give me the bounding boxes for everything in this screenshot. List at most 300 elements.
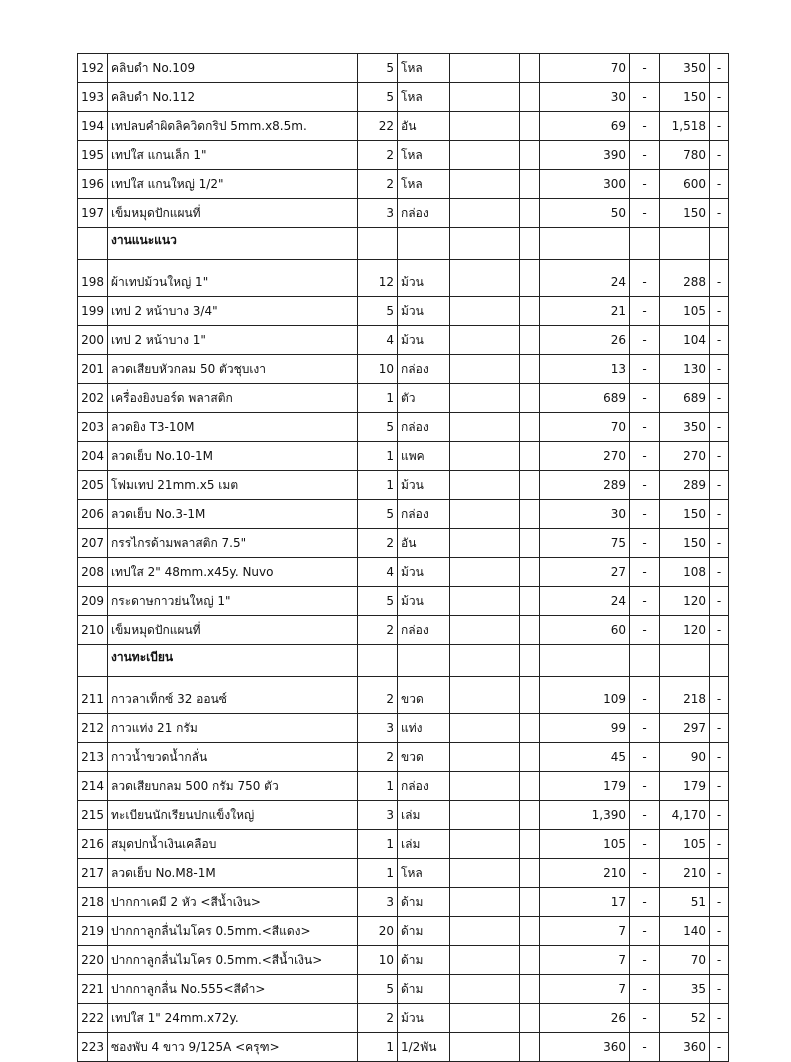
unit-price-baht: 7 (540, 975, 630, 1004)
blank-column-b (520, 355, 540, 384)
total-amount-baht: 108 (660, 558, 710, 587)
blank-column-b (520, 326, 540, 355)
blank-column-a (450, 801, 520, 830)
blank-column-b (520, 917, 540, 946)
item-description: กระดาษกาวย่นใหญ่ 1" (108, 587, 358, 616)
blank-column-b (520, 1004, 540, 1033)
blank-column-b (520, 500, 540, 529)
total-amount-baht: 52 (660, 1004, 710, 1033)
item-description: ลวดยิง T3-10M (108, 413, 358, 442)
empty-cell (520, 645, 540, 677)
item-number: 207 (78, 529, 108, 558)
table-row (78, 1033, 729, 1062)
blank-column-b (520, 587, 540, 616)
item-unit: ม้วน (398, 471, 450, 500)
unit-price-satang: - (630, 587, 660, 616)
item-description: เข็มหมุดปักแผนที่ (108, 199, 358, 228)
total-amount-satang: - (710, 384, 729, 413)
item-description: ลวดเย็บ No.10-1M (108, 442, 358, 471)
item-unit: ด้าม (398, 975, 450, 1004)
item-quantity: 2 (358, 677, 398, 714)
total-amount-baht: 35 (660, 975, 710, 1004)
item-description: ลวดเสียบหัวกลม 50 ตัวชุบเงา (108, 355, 358, 384)
unit-price-baht: 7 (540, 946, 630, 975)
total-amount-satang: - (710, 170, 729, 199)
unit-price-satang: - (630, 199, 660, 228)
item-quantity: 5 (358, 54, 398, 83)
table-row (78, 801, 729, 830)
item-description: เทปใส 1" 24mm.x72y. (108, 1004, 358, 1033)
total-amount-baht: 179 (660, 772, 710, 801)
blank-column-a (450, 141, 520, 170)
total-amount-baht: 90 (660, 743, 710, 772)
blank-column-b (520, 888, 540, 917)
unit-price-satang: - (630, 772, 660, 801)
unit-price-satang: - (630, 677, 660, 714)
item-number: 203 (78, 413, 108, 442)
unit-price-baht: 360 (540, 1033, 630, 1062)
unit-price-baht: 270 (540, 442, 630, 471)
item-description: เทป 2 หน้าบาง 1" (108, 326, 358, 355)
table-row (78, 355, 729, 384)
blank-column-b (520, 946, 540, 975)
empty-cell (710, 645, 729, 677)
total-amount-baht: 51 (660, 888, 710, 917)
blank-column-b (520, 859, 540, 888)
item-number: 204 (78, 442, 108, 471)
item-quantity: 22 (358, 112, 398, 141)
blank-column-b (520, 714, 540, 743)
table-row (78, 946, 729, 975)
total-amount-baht: 218 (660, 677, 710, 714)
item-quantity: 10 (358, 355, 398, 384)
unit-price-satang: - (630, 413, 660, 442)
empty-cell (710, 228, 729, 260)
item-unit: กล่อง (398, 616, 450, 645)
item-number: 210 (78, 616, 108, 645)
unit-price-baht: 689 (540, 384, 630, 413)
table-row (78, 743, 729, 772)
unit-price-baht: 210 (540, 859, 630, 888)
unit-price-satang: - (630, 946, 660, 975)
item-quantity: 2 (358, 1004, 398, 1033)
total-amount-baht: 130 (660, 355, 710, 384)
blank-column-a (450, 413, 520, 442)
total-amount-satang: - (710, 558, 729, 587)
table-row (78, 587, 729, 616)
total-amount-baht: 4,170 (660, 801, 710, 830)
item-number: 208 (78, 558, 108, 587)
total-amount-satang: - (710, 830, 729, 859)
item-unit: กล่อง (398, 413, 450, 442)
unit-price-baht: 105 (540, 830, 630, 859)
blank-column-b (520, 297, 540, 326)
blank-column-b (520, 471, 540, 500)
category-title: งานทะเบียน (108, 645, 358, 677)
item-number: 196 (78, 170, 108, 199)
item-number: 214 (78, 772, 108, 801)
table-row (78, 260, 729, 297)
unit-price-satang: - (630, 917, 660, 946)
item-description: เทปใส แกนเล็ก 1" (108, 141, 358, 170)
table-row (78, 1004, 729, 1033)
total-amount-baht: 689 (660, 384, 710, 413)
item-number: 199 (78, 297, 108, 326)
item-unit: เล่ม (398, 830, 450, 859)
item-number: 200 (78, 326, 108, 355)
item-unit: โหล (398, 170, 450, 199)
item-quantity: 5 (358, 587, 398, 616)
item-unit: โหล (398, 141, 450, 170)
unit-price-satang: - (630, 471, 660, 500)
total-amount-baht: 600 (660, 170, 710, 199)
total-amount-satang: - (710, 975, 729, 1004)
total-amount-baht: 120 (660, 587, 710, 616)
total-amount-satang: - (710, 1004, 729, 1033)
blank-column-a (450, 384, 520, 413)
unit-price-baht: 390 (540, 141, 630, 170)
item-description: ทะเบียนนักเรียนปกแข็งใหญ่ (108, 801, 358, 830)
blank-column-a (450, 471, 520, 500)
blank-column-b (520, 529, 540, 558)
item-description: ลวดเย็บ No.3-1M (108, 500, 358, 529)
item-number: 212 (78, 714, 108, 743)
item-quantity: 5 (358, 975, 398, 1004)
unit-price-satang: - (630, 260, 660, 297)
item-unit: ม้วน (398, 260, 450, 297)
item-unit: กล่อง (398, 500, 450, 529)
item-number: 223 (78, 1033, 108, 1062)
item-number: 213 (78, 743, 108, 772)
unit-price-baht: 7 (540, 917, 630, 946)
unit-price-baht: 70 (540, 54, 630, 83)
total-amount-satang: - (710, 500, 729, 529)
blank-column-a (450, 260, 520, 297)
item-unit: ขวด (398, 677, 450, 714)
item-quantity: 1 (358, 442, 398, 471)
unit-price-baht: 45 (540, 743, 630, 772)
unit-price-satang: - (630, 170, 660, 199)
empty-cell (660, 645, 710, 677)
unit-price-satang: - (630, 830, 660, 859)
item-quantity: 1 (358, 384, 398, 413)
item-quantity: 3 (358, 801, 398, 830)
item-number: 217 (78, 859, 108, 888)
blank-column-a (450, 830, 520, 859)
item-number: 209 (78, 587, 108, 616)
item-unit: แพค (398, 442, 450, 471)
total-amount-baht: 210 (660, 859, 710, 888)
item-unit: ขวด (398, 743, 450, 772)
item-description: กาวลาเท็กซ์ 32 ออนซ์ (108, 677, 358, 714)
total-amount-satang: - (710, 54, 729, 83)
item-description: ลวดเสียบกลม 500 กรัม 750 ตัว (108, 772, 358, 801)
blank-column-b (520, 442, 540, 471)
total-amount-satang: - (710, 888, 729, 917)
unit-price-satang: - (630, 975, 660, 1004)
unit-price-baht: 24 (540, 587, 630, 616)
total-amount-baht: 104 (660, 326, 710, 355)
unit-price-satang: - (630, 888, 660, 917)
item-number: 215 (78, 801, 108, 830)
unit-price-satang: - (630, 801, 660, 830)
unit-price-satang: - (630, 1004, 660, 1033)
item-number: 198 (78, 260, 108, 297)
item-number: 221 (78, 975, 108, 1004)
item-quantity: 20 (358, 917, 398, 946)
total-amount-satang: - (710, 326, 729, 355)
unit-price-baht: 179 (540, 772, 630, 801)
item-number: 219 (78, 917, 108, 946)
unit-price-baht: 27 (540, 558, 630, 587)
item-description: ลวดเย็บ No.M8-1M (108, 859, 358, 888)
unit-price-satang: - (630, 355, 660, 384)
total-amount-satang: - (710, 529, 729, 558)
item-description: ปากกาลูกลื่นไมโคร 0.5mm.<สีแดง> (108, 917, 358, 946)
table-row (78, 772, 729, 801)
item-unit: อัน (398, 112, 450, 141)
total-amount-baht: 1,518 (660, 112, 710, 141)
total-amount-baht: 140 (660, 917, 710, 946)
item-quantity: 3 (358, 714, 398, 743)
empty-cell (398, 645, 450, 677)
table-row (78, 677, 729, 714)
table-row (78, 83, 729, 112)
blank-column-a (450, 500, 520, 529)
blank-column-b (520, 830, 540, 859)
total-amount-satang: - (710, 471, 729, 500)
unit-price-baht: 1,390 (540, 801, 630, 830)
category-title: งานแนะแนว (108, 228, 358, 260)
unit-price-baht: 21 (540, 297, 630, 326)
total-amount-satang: - (710, 587, 729, 616)
item-description: สมุดปกน้ำเงินเคลือบ (108, 830, 358, 859)
blank-column-a (450, 112, 520, 141)
supply-list-table (77, 53, 729, 1062)
blank-column-b (520, 170, 540, 199)
blank-column-b (520, 260, 540, 297)
unit-price-baht: 13 (540, 355, 630, 384)
item-unit: โหล (398, 83, 450, 112)
unit-price-satang: - (630, 714, 660, 743)
item-quantity: 10 (358, 946, 398, 975)
unit-price-satang: - (630, 1033, 660, 1062)
item-quantity: 4 (358, 326, 398, 355)
unit-price-baht: 26 (540, 326, 630, 355)
total-amount-satang: - (710, 83, 729, 112)
table-row (78, 141, 729, 170)
total-amount-baht: 105 (660, 830, 710, 859)
item-quantity: 12 (358, 260, 398, 297)
item-quantity: 1 (358, 859, 398, 888)
table-row (78, 714, 729, 743)
blank-column-b (520, 199, 540, 228)
empty-cell (450, 228, 520, 260)
total-amount-satang: - (710, 714, 729, 743)
total-amount-satang: - (710, 413, 729, 442)
item-quantity: 5 (358, 413, 398, 442)
blank-column-a (450, 1033, 520, 1062)
blank-column-a (450, 297, 520, 326)
blank-column-b (520, 558, 540, 587)
blank-column-a (450, 743, 520, 772)
item-unit: แท่ง (398, 714, 450, 743)
item-description: เทปใส 2" 48mm.x45y. Nuvo (108, 558, 358, 587)
table-row (78, 170, 729, 199)
item-number: 205 (78, 471, 108, 500)
item-description: เทปลบคำผิดลิควิดกริป 5mm.x8.5m. (108, 112, 358, 141)
total-amount-baht: 350 (660, 413, 710, 442)
item-quantity: 2 (358, 743, 398, 772)
blank-column-a (450, 54, 520, 83)
item-number: 216 (78, 830, 108, 859)
total-amount-satang: - (710, 616, 729, 645)
table-body (78, 54, 729, 1062)
unit-price-satang: - (630, 743, 660, 772)
item-description: ซองพับ 4 ขาว 9/125A <ครุฑ> (108, 1033, 358, 1062)
total-amount-satang: - (710, 1033, 729, 1062)
table-row (78, 529, 729, 558)
category-row (78, 645, 729, 677)
item-quantity: 5 (358, 500, 398, 529)
total-amount-baht: 270 (660, 442, 710, 471)
empty-cell (358, 228, 398, 260)
item-number: 197 (78, 199, 108, 228)
blank-column-a (450, 558, 520, 587)
total-amount-baht: 150 (660, 199, 710, 228)
item-number: 218 (78, 888, 108, 917)
item-quantity: 1 (358, 772, 398, 801)
unit-price-baht: 70 (540, 413, 630, 442)
unit-price-satang: - (630, 112, 660, 141)
table-row (78, 54, 729, 83)
item-number: 201 (78, 355, 108, 384)
total-amount-satang: - (710, 677, 729, 714)
item-description: โฟมเทป 21mm.x5 เมต (108, 471, 358, 500)
item-description: เทป 2 หน้าบาง 3/4" (108, 297, 358, 326)
table-row (78, 384, 729, 413)
total-amount-baht: 360 (660, 1033, 710, 1062)
unit-price-baht: 300 (540, 170, 630, 199)
table-row (78, 888, 729, 917)
total-amount-baht: 297 (660, 714, 710, 743)
empty-cell (358, 645, 398, 677)
unit-price-satang: - (630, 141, 660, 170)
unit-price-satang: - (630, 442, 660, 471)
item-description: ปากกาลูกลื่นไมโคร 0.5mm.<สีน้ำเงิน> (108, 946, 358, 975)
item-description: กรรไกรด้ามพลาสติก 7.5" (108, 529, 358, 558)
unit-price-baht: 75 (540, 529, 630, 558)
table-row (78, 199, 729, 228)
item-quantity: 3 (358, 199, 398, 228)
item-quantity: 1 (358, 471, 398, 500)
item-unit: กล่อง (398, 772, 450, 801)
unit-price-baht: 289 (540, 471, 630, 500)
table-row (78, 442, 729, 471)
unit-price-baht: 60 (540, 616, 630, 645)
item-description: ปากกาเคมี 2 หัว <สีน้ำเงิน> (108, 888, 358, 917)
blank-column-b (520, 54, 540, 83)
total-amount-satang: - (710, 801, 729, 830)
table-row (78, 326, 729, 355)
blank-column-a (450, 199, 520, 228)
item-quantity: 2 (358, 141, 398, 170)
blank-column-b (520, 1033, 540, 1062)
total-amount-satang: - (710, 297, 729, 326)
item-description: ปากกาลูกลื่น No.555<สีดำ> (108, 975, 358, 1004)
blank-column-b (520, 772, 540, 801)
item-unit: 1/2พัน (398, 1033, 450, 1062)
blank-column-a (450, 946, 520, 975)
blank-column-a (450, 326, 520, 355)
unit-price-satang: - (630, 326, 660, 355)
empty-cell (540, 645, 630, 677)
table-row (78, 917, 729, 946)
total-amount-baht: 350 (660, 54, 710, 83)
table-row (78, 112, 729, 141)
item-number: 211 (78, 677, 108, 714)
unit-price-baht: 109 (540, 677, 630, 714)
empty-cell (630, 228, 660, 260)
item-description: คลิบดำ No.109 (108, 54, 358, 83)
blank-column-b (520, 677, 540, 714)
item-description: กาวน้ำขวดน้ำกลั่น (108, 743, 358, 772)
item-quantity: 3 (358, 888, 398, 917)
blank-column-a (450, 170, 520, 199)
empty-cell (78, 645, 108, 677)
total-amount-satang: - (710, 859, 729, 888)
item-number: 193 (78, 83, 108, 112)
blank-column-a (450, 355, 520, 384)
item-unit: ด้าม (398, 917, 450, 946)
unit-price-baht: 24 (540, 260, 630, 297)
table-row (78, 975, 729, 1004)
blank-column-b (520, 801, 540, 830)
blank-column-b (520, 743, 540, 772)
total-amount-satang: - (710, 355, 729, 384)
blank-column-a (450, 677, 520, 714)
item-unit: โหล (398, 54, 450, 83)
blank-column-b (520, 384, 540, 413)
blank-column-a (450, 529, 520, 558)
total-amount-baht: 289 (660, 471, 710, 500)
item-quantity: 5 (358, 83, 398, 112)
blank-column-b (520, 83, 540, 112)
blank-column-b (520, 413, 540, 442)
unit-price-satang: - (630, 529, 660, 558)
blank-column-b (520, 616, 540, 645)
item-unit: เล่ม (398, 801, 450, 830)
item-unit: ด้าม (398, 888, 450, 917)
item-quantity: 1 (358, 830, 398, 859)
table-row (78, 471, 729, 500)
total-amount-baht: 780 (660, 141, 710, 170)
item-quantity: 1 (358, 1033, 398, 1062)
unit-price-satang: - (630, 558, 660, 587)
table-row (78, 413, 729, 442)
empty-cell (660, 228, 710, 260)
total-amount-baht: 120 (660, 616, 710, 645)
item-unit: ด้าม (398, 946, 450, 975)
blank-column-a (450, 772, 520, 801)
item-number: 206 (78, 500, 108, 529)
item-description: เทปใส แกนใหญ่ 1/2" (108, 170, 358, 199)
unit-price-satang: - (630, 500, 660, 529)
item-unit: ม้วน (398, 326, 450, 355)
total-amount-baht: 150 (660, 500, 710, 529)
unit-price-baht: 17 (540, 888, 630, 917)
table-row (78, 500, 729, 529)
